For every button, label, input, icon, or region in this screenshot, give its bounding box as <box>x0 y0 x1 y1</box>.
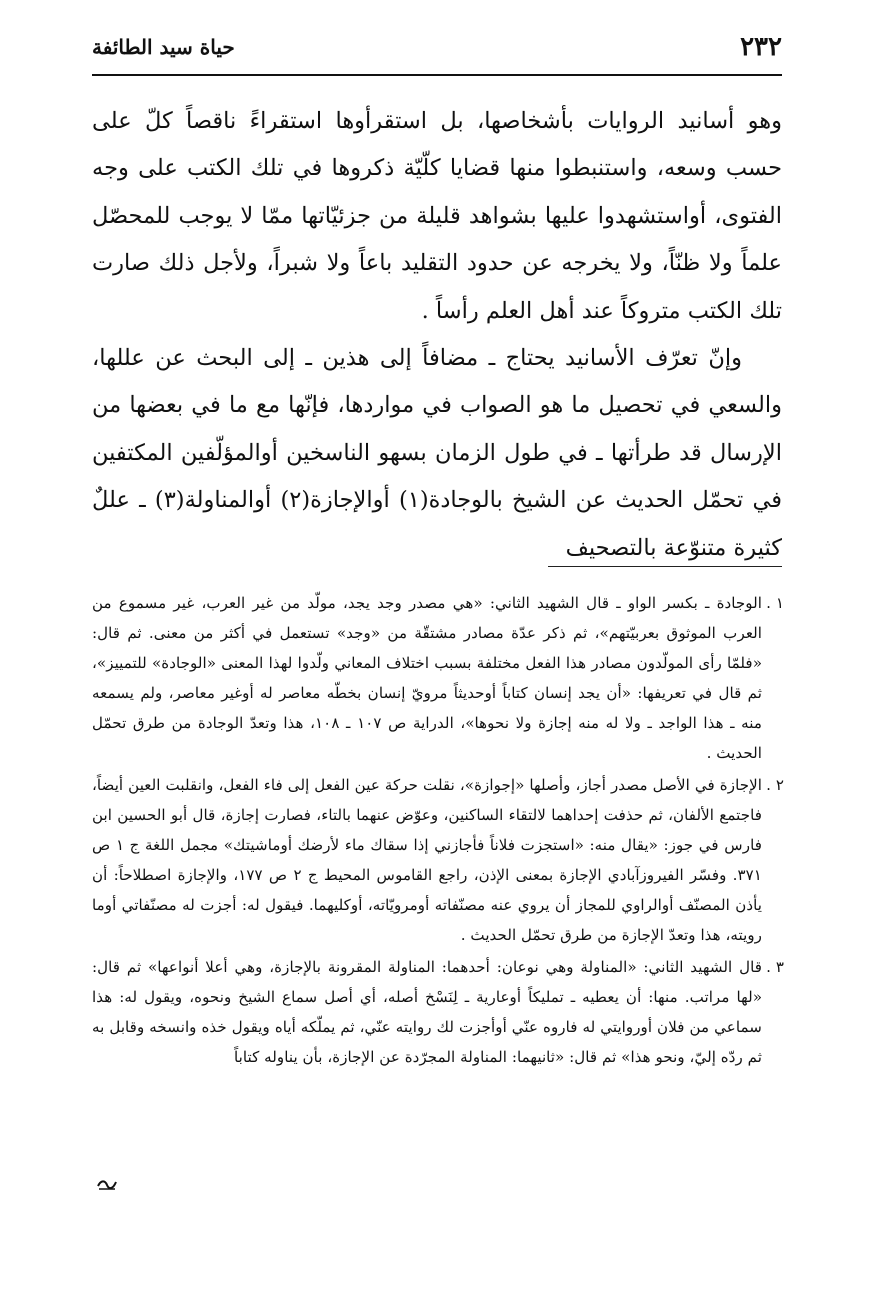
joiner-text-2: أوالمناولة <box>184 487 281 514</box>
footnote-text: الوجادة ـ بكسر الواو ـ قال الشهيد الثاني: «هي مصدر وجد يجد، مولّد من غير العرب، غير مسموع من العرب الموثوق بعربيّتهم»، ثم ذكر عدّة مصادر مشتقّة من «وجد» تستعمل في أكثر من معنى. ثم قال: «فلمّا رأى المولّدون مصادر هذا الفعل مختلفة بسبب اختلاف المعاني ولّدوا لهذا المعنى «الوجادة» للتمييز»، ثم قال في تعريفها: «أن يجد إنسان كتاباً أوحديثاً مرويّ إنسان بخطّه معاصر له أوغير معاصر، ولم يسمعه منه ـ هذا الواجد ـ ولا له منه إجازة ولا نحوها»، الدراية ص ١٠٧ ـ ١٠٨، هذا وتعدّ الوجادة من طرق تحمّل الحديث . <box>92 594 763 762</box>
running-title: حياة سيد الطائفة <box>92 35 235 59</box>
footnote-1 <box>92 588 784 768</box>
header-rule <box>92 74 782 76</box>
page-number: ٢٣٢ <box>740 32 782 62</box>
footnote-ref-3: (٣) <box>154 487 185 514</box>
joiner-text-1: أوالإجازة <box>310 487 399 514</box>
paragraph-2-text: وإنّ تعرّف الأسانيد يحتاج ـ مضافاً إلى هذين ـ إلى البحث عن عللها، والسعي في تحصيل ما هو الصواب في مواردها، فإنّها مع ما في بعضها من الإرسال قد طرأتها ـ في طول الزمان بسهو الناسخين أوالمؤلّفين المكتفين في تحمّل الحديث عن الشيخ بالوجادة <box>92 345 782 514</box>
continuation-mark-icon <box>96 1177 118 1191</box>
footnote-2 <box>92 770 784 950</box>
footnote-text: قال الشهيد الثاني: «المناولة وهي نوعان: أحدهما: المناولة المقرونة بالإجازة، وهي أعلا أنواعها» ثم قال: «لها مراتب. منها: أن يعطيه ـ تمليكاً أوعارية ـ لِنَسْخ أصله، أي أصل سماع الشيخ ونحوه، ويقول له: هذا سماعي من فلان أوروايتي له فاروه عنّي أوأجزت لك روايته عنّي، ثم يملّكه أياه ويقول خذه وانسخه وقابل به ثم ردّه إليّ، ونحو هذا» ثم قال: «ثانيهما: المناولة المجرّدة عن الإجازة، بأن يناوله كتاباً <box>92 958 762 1066</box>
footnotes <box>92 588 784 1074</box>
footnote-number: ٣ . <box>766 958 784 976</box>
footnote-text: الإجازة في الأصل مصدر أجاز، وأصلها «إجوازة»، نقلت حركة عين الفعل إلى فاء الفعل، وانقلبت العين أيضاً، فاجتمع الألفان، ثم حذفت إحداهما لالتقاء الساكنين، وعوّض عنهما بالتاء، فصارت إجازة، قال أبو الحسين ابن فارس في جوز: «يقال منه: «استجزت فلاناً فأجازني إذا سقاك ماء لأرضك أوماشيتك» مجمل اللغة ج ١ ص ٣٧١. وفسّر الفيروزآبادي الإجازة بمعنى الإذن، راجع القاموس المحيط ج ٢ ص ١٧٧، والإجازة اصطلاحاً: أن يأذن المصنّف أوالراوي للمجاز أن يروي عنه مصنّفاته أومرويّاته، أوكليهما. فيقول له: أجزت له مصنّفاتي أوما رويته، هذا وتعدّ الإجازة من طرق تحمّل الحديث . <box>92 776 762 944</box>
footnote-separator <box>548 566 782 567</box>
page-header <box>92 32 782 72</box>
paragraph-1: وهو أسانيد الروايات بأشخاصها، بل استقرأوها استقراءً ناقصاً كلّ على حسب وسعه، واستنبطوا منها قضايا كلّيّة ذكروها في تلك الكتب على وجه الفتوى، أواستشهدوا عليها بشواهد قليلة من جزئيّاتها ممّا لا يوجب للمحصّل علماً ولا ظنّاً، ولا يخرجه عن حدود التقليد باعاً ولا شبراً، ولأجل ذلك صارت تلك الكتب متروكاً عند أهل العلم رأساً . <box>92 108 782 324</box>
main-text <box>92 98 782 572</box>
paragraph-2 <box>92 335 782 572</box>
paragraph-2-end: ـ عللٌ كثيرة متنوّعة بالتصحيف <box>92 487 782 561</box>
footnote-number: ١ . <box>766 594 784 612</box>
footnote-3 <box>92 952 784 1072</box>
footnote-ref-1: (١) <box>398 487 429 514</box>
footnote-ref-2: (٢) <box>280 487 311 514</box>
footnote-number: ٢ . <box>766 776 784 794</box>
